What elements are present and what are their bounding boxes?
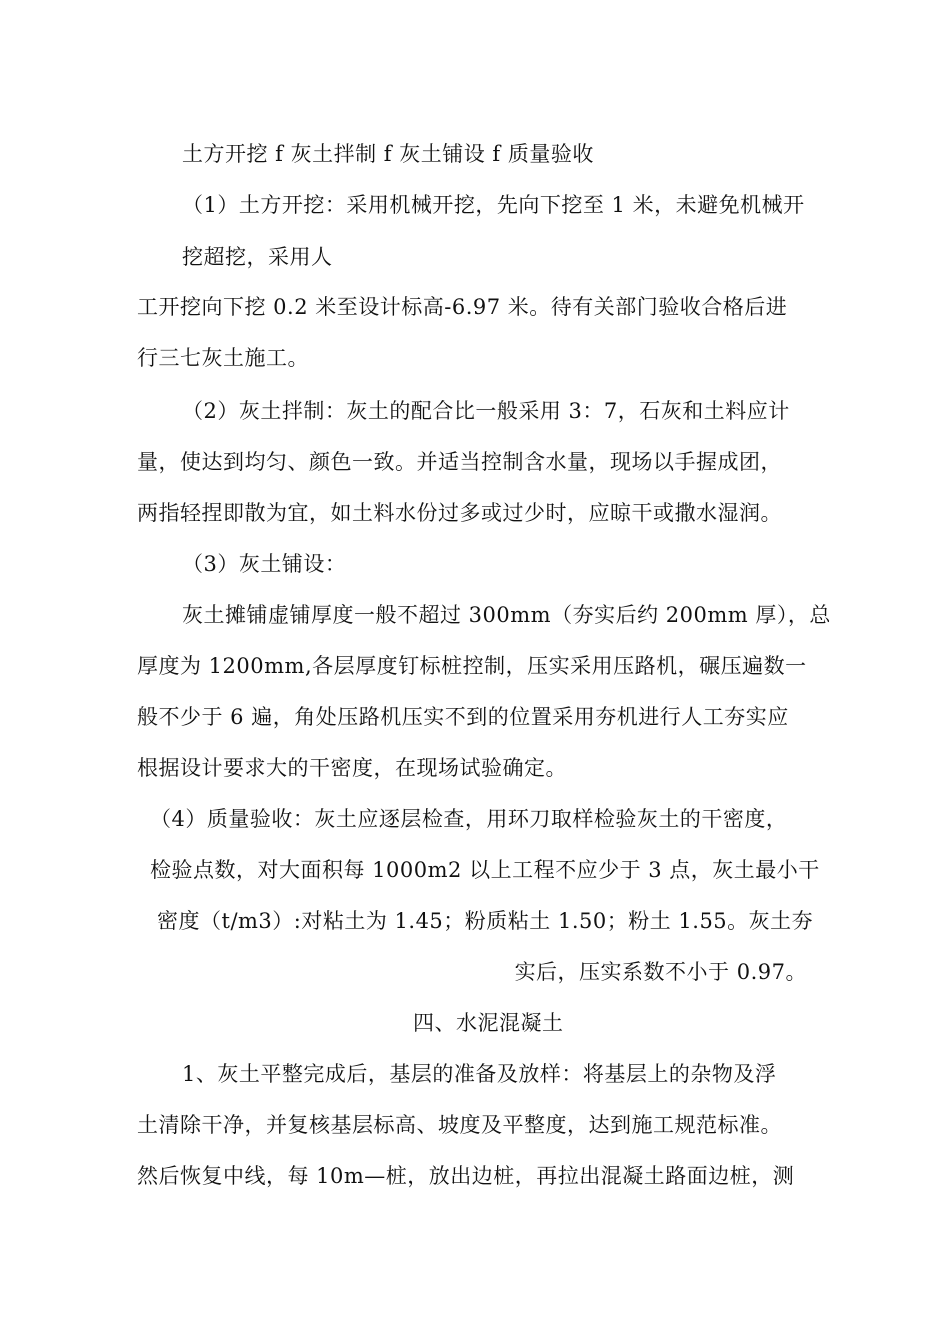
paragraph-5-line-2: 土清除干净，并复核基层标高、坡度及平整度，达到施工规范标准。 xyxy=(137,1113,782,1137)
paragraph-3-line-3: 般不少于 6 遍，角处压路机压实不到的位置采用夯机进行人工夯实应 xyxy=(137,705,789,729)
paragraph-1-line-1: （1）土方开挖：采用机械开挖，先向下挖至 1 米，未避免机械开 xyxy=(182,193,805,217)
paragraph-2-line-3: 两指轻捏即散为宜，如土料水份过多或过少时，应晾干或撒水湿润。 xyxy=(137,501,782,525)
paragraph-2-line-1: （2）灰土拌制：灰土的配合比一般采用 3：7，石灰和土料应计 xyxy=(182,399,790,423)
paragraph-3-line-1: 灰土摊铺虚铺厚度一般不超过 300mm（夯实后约 200mm 厚），总 xyxy=(182,603,831,627)
paragraph-1-line-3: 工开挖向下挖 0.2 米至设计标高-6.97 米。待有关部门验收合格后进 xyxy=(137,295,788,319)
paragraph-4-line-2: 检验点数，对大面积每 1000m2 以上工程不应少于 3 点，灰土最小干 xyxy=(150,858,820,882)
paragraph-5-line-3: 然后恢复中线，每 10m—桩，放出边桩，再拉出混凝土路面边桩，测 xyxy=(137,1164,795,1188)
process-flow-line: 土方开挖 f 灰土拌制 f 灰土铺设 f 质量验收 xyxy=(182,142,594,166)
paragraph-2-line-2: 量，使达到均匀、颜色一致。并适当控制含水量，现场以手握成团， xyxy=(137,450,782,474)
paragraph-3-line-2: 厚度为 1200mm,各层厚度钉标桩控制，压实采用压路机，碾压遍数一 xyxy=(137,654,807,678)
paragraph-5-line-1: 1、灰土平整完成后，基层的准备及放样：将基层上的杂物及浮 xyxy=(182,1062,777,1086)
paragraph-4-line-3: 密度（t/m3）:对粘土为 1.45；粉质粘土 1.50；粉土 1.55。灰土夯 xyxy=(157,909,814,933)
paragraph-4-line-4: 实后，压实系数不小于 0.97。 xyxy=(514,960,807,984)
paragraph-3-line-4: 根据设计要求大的干密度，在现场试验确定。 xyxy=(137,756,567,780)
paragraph-4-line-1: （4）质量验收：灰土应逐层检查，用环刀取样检验灰土的干密度， xyxy=(150,807,788,831)
paragraph-3-heading: （3）灰土铺设： xyxy=(182,552,347,576)
section-heading: 四、水泥混凝土 xyxy=(413,1011,564,1035)
paragraph-1-line-2: 挖超挖，采用人 xyxy=(182,245,333,269)
paragraph-1-line-4: 行三七灰土施工。 xyxy=(137,346,309,370)
